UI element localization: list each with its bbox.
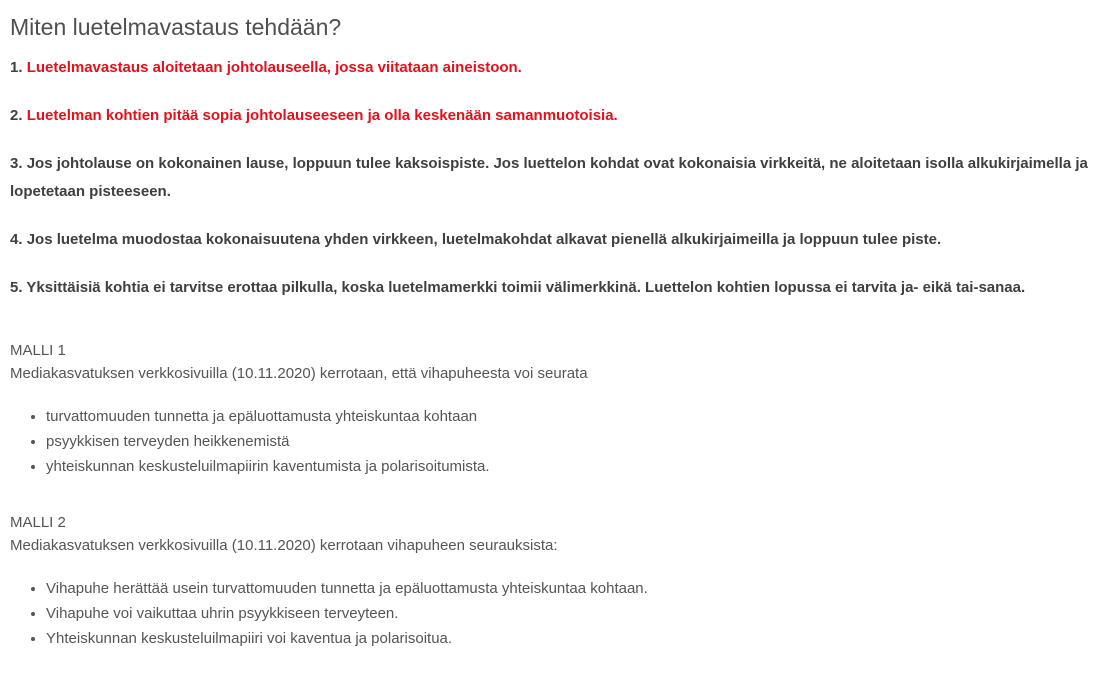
example-intro: Mediakasvatuksen verkkosivuilla (10.11.2020) kerrotaan, että vihapuheesta voi seurata: [10, 364, 588, 382]
example-label: MALLI 2: [10, 513, 66, 531]
bullet-list: [10, 404, 1089, 479]
rule-text: Yksittäisiä kohtia ei tarvitse erottaa pilkulla, koska luetelmamerkki toimii välimerkkinä. Luettelon kohtien lopussa ei tarvita ja- eikä tai-sanaa.: [26, 278, 1026, 296]
list-item: • psyykkisen terveyden heikkenemistä: [46, 429, 1089, 454]
rule-number: 1.: [10, 58, 23, 76]
rule-text: Luetelmavastaus aloitetaan johtolauseella, jossa viitataan aineistoon.: [26, 58, 522, 76]
rule-number: 4.: [10, 230, 23, 248]
list-item: • Vihapuhe voi vaikuttaa uhrin psyykkiseen terveyteen.: [46, 601, 1089, 626]
rule-number: 5.: [10, 278, 23, 296]
rule-item-2: [10, 102, 1089, 130]
example-malli-1: [10, 339, 1089, 479]
example-intro: Mediakasvatuksen verkkosivuilla (10.11.2020) kerrotaan vihapuheen seurauksista:: [10, 536, 558, 554]
list-item: • Yhteiskunnan keskusteluilmapiiri voi kaventua ja polarisoitua.: [46, 626, 1089, 651]
rule-number: 2.: [10, 106, 23, 124]
list-item: • turvattomuuden tunnetta ja epäluottamusta yhteiskuntaa kohtaan: [46, 404, 1089, 429]
rule-item-5: [10, 274, 1089, 302]
rule-text: Luetelman kohtien pitää sopia johtolauseeseen ja olla keskenään samanmuotoisia.: [26, 106, 618, 124]
rule-text: Jos johtolause on kokonainen lause, loppuun tulee kaksoispiste. Jos luettelon kohdat ovat kokonaisia virkkeitä, ne aloitetaan isolla alkukirjaimella ja lopetetaan pisteeseen.: [10, 154, 1088, 200]
rule-item-4: [10, 226, 1089, 254]
rules-section: [10, 54, 1089, 302]
example-label: MALLI 1: [10, 341, 66, 359]
rule-number: 3.: [10, 154, 23, 172]
rule-item-1: [10, 54, 1089, 82]
example-malli-2: [10, 511, 1089, 651]
list-item: • yhteiskunnan keskusteluilmapiirin kaventumista ja polarisoitumista.: [46, 454, 1089, 479]
list-item: • Vihapuhe herättää usein turvattomuuden tunnetta ja epäluottamusta yhteiskuntaa kohtaan.: [46, 576, 1089, 601]
page-title: Miten luetelmavastaus tehdään?: [10, 14, 342, 40]
rule-item-3: [10, 150, 1089, 206]
bullet-list: [10, 576, 1089, 651]
rule-text: Jos luetelma muodostaa kokonaisuutena yhden virkkeen, luetelmakohdat alkavat pienellä alkukirjaimeilla ja loppuun tulee piste.: [26, 230, 942, 248]
